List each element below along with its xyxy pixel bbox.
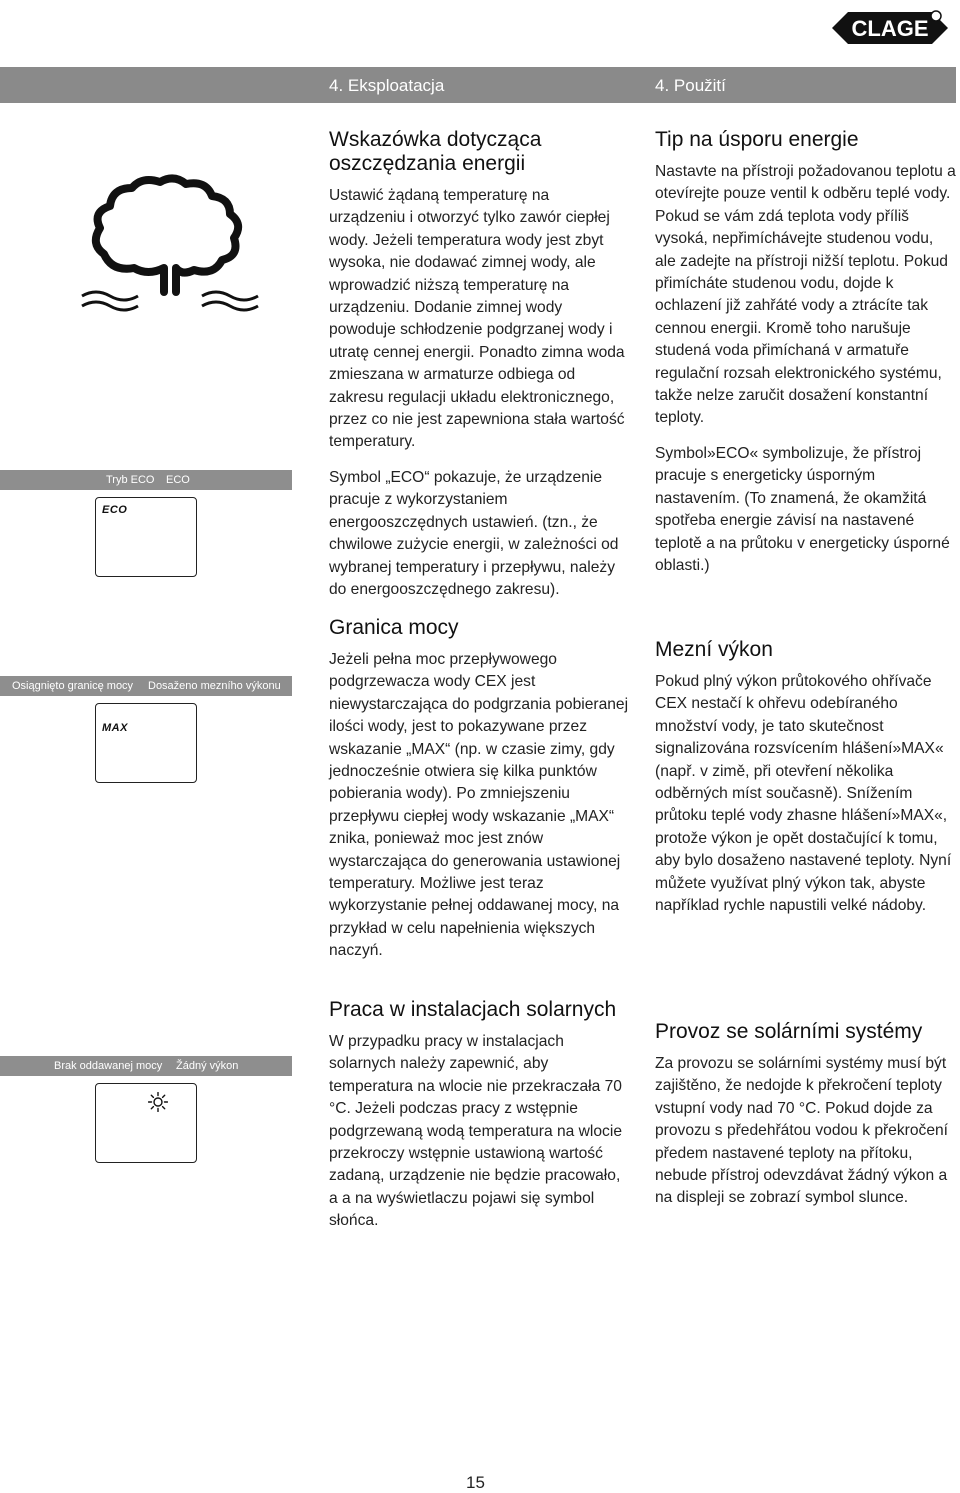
max-caption-cs: Dosaženo mezního výkonu bbox=[148, 680, 281, 692]
max-heading-pl: Granica mocy bbox=[329, 616, 459, 639]
svg-text:CLAGE: CLAGE bbox=[851, 16, 929, 41]
solar-display bbox=[95, 1083, 197, 1163]
page-number: 15 bbox=[466, 1473, 485, 1492]
eco-heading-pl: Wskazówka dotycząca oszczędzania energii bbox=[329, 128, 542, 175]
max-paragraph-cs-1: Pokud plný výkon průtokového ohřívače CEX nestačí k ohřevu odebíraného množství vody, je tato skutečnost signalizována rozsvícením hlášení»MAX« (např. v zimě, při otevření několika odběrných míst současně). Snížením průtoku teplé vody zhasne hlášení»MAX«, protože výkon je opět dostačující k tomu, aby bylo dosaženo nastavené teploty. Nyní můžete využívat plný výkon tak, abyste například rychle napustili velké nádoby. bbox=[655, 673, 952, 915]
solar-caption-cs: Žádný výkon bbox=[176, 1060, 239, 1072]
section-title-pl: 4. Eksploatacja bbox=[329, 76, 445, 95]
max-caption-bar bbox=[0, 676, 292, 696]
eco-caption-cs: ECO bbox=[166, 474, 190, 486]
solar-caption-bar bbox=[0, 1056, 292, 1076]
eco-paragraph-pl-1: Ustawić żądaną temperaturę na urządzeniu i otworzyć tylko zawór ciepłej wody. Jeżeli temperatura wody jest zbyt wysoka, nie dodawać zimnej wody, ale wprowadzić niższą temperaturę na urządzeniu. Dodanie zimnej wody powoduje schłodzenie podgrzanej wody i utratę cennej energii. Ponadto zimna woda zmieszana w armaturze odbiega od zakresu regulacji układu elektronicznego, przez co nie jest zapewniona stała wartość temperatury. bbox=[329, 187, 625, 451]
max-text-cs bbox=[655, 638, 957, 930]
eco-paragraph-cs-1: Nastavte na přístroji požadovanou teplotu a otevírejte pouze ventil k odběru teplé vody. Pokud se vám zdá teplota vody příliš vysoká, nepřimíchávejte studenou vodu, ale zadejte na přístroji nižší teplotu. Pokud přimícháte studenou vodu, dojde k ochlazení již zahřáté vody a ztrácíte tak cennou energii. Kromě toho narušuje studená voda přimíchaná v armatuře regulační rozsah elektronického systému, takže nelze zaručit dosažení konstantní teploty. bbox=[655, 163, 956, 427]
eco-caption-bar bbox=[0, 470, 292, 490]
solar-caption-pl: Brak oddawanej mocy bbox=[54, 1060, 163, 1072]
solar-text-cs bbox=[655, 1020, 957, 1223]
max-text-pl bbox=[329, 616, 629, 976]
eco-paragraph-pl-2: Symbol „ECO“ pokazuje, że urządzenie pracuje z wykorzystaniem energooszczędnych ustawień. (tzn., że chwilowe zużycie energii, w zależności od wybranej temperatury i przepływu, należy do energooszczędnego zakresu). bbox=[329, 468, 619, 598]
clage-logo-shape bbox=[826, 8, 954, 48]
eco-display bbox=[95, 497, 197, 577]
max-display bbox=[95, 703, 197, 783]
max-caption-pl: Osiągnięto granicę mocy bbox=[12, 680, 134, 692]
max-paragraph-pl-1: Jeżeli pełna moc przepływowego podgrzewacza wody CEX jest niewystarczająca do podgrzania pobieranej ilości wody, jest to pokazywane przez wskazanie „MAX“ (np. w czasie zimy, gdy jednocześnie otwiera się kilka punktów pobierania wody). Po zmniejszeniu przepływu ciepłej wody wskazanie „MAX“ znika, ponieważ moc jest znów wystarczająca do generowania ustawionej temperatury. Możliwe jest teraz wykorzystanie pełnej oddawanej mocy, na przykład w celu napełnienia większych naczyń. bbox=[329, 651, 629, 960]
section-header-bar bbox=[0, 67, 956, 103]
solar-heading-pl: Praca w instalacjach solarnych bbox=[329, 998, 617, 1021]
clage-logo bbox=[826, 8, 954, 48]
eco-display-label: ECO bbox=[102, 504, 128, 516]
eco-heading-cs: Tip na úsporu energie bbox=[655, 128, 859, 151]
max-display-label: MAX bbox=[102, 722, 128, 734]
max-heading-cs: Mezní výkon bbox=[655, 638, 773, 661]
solar-text-pl bbox=[329, 998, 629, 1246]
solar-paragraph-cs-1: Za provozu se solárními systémy musí být zajištěno, že nedojde k překročení teploty vstupní vody nad 70 °C. Pokud dojde za provozu s předehřátou vodou k překročení předem nastavené teploty na přítoku, nebude přístroj odevzdávat žádný výkon a na displeji se zobrazí symbol slunce. bbox=[655, 1055, 948, 1207]
eco-paragraph-cs-2: Symbol»ECO« symbolizuje, že přístroj pracuje s energeticky úsporným nastavením. (To znamená, že okamžitá spotřeba energie závisí na nastavené teplotě a na průtoku v energeticky úsporné oblasti.) bbox=[655, 444, 950, 574]
sun-icon bbox=[148, 1092, 168, 1117]
solar-paragraph-pl-1: W przypadku pracy w instalacjach solarnych należy zapewnić, aby temperatura na wlocie nie przekraczała 70 °C. Jeżeli podczas pracy z wstępnie podgrzewaną wodą temperatura na wlocie przekroczy wstępnie ustawioną wartość zadaną, urządzenie nie będzie pracowało, a a na wyświetlaczu pojawi się symbol słońca. bbox=[329, 1033, 622, 1230]
eco-text-pl bbox=[329, 128, 629, 614]
tree-icon bbox=[78, 172, 266, 322]
solar-heading-cs: Provoz se solárními systémy bbox=[655, 1020, 923, 1043]
eco-caption-pl: Tryb ECO bbox=[106, 474, 155, 486]
eco-text-cs bbox=[655, 128, 957, 590]
section-title-cs: 4. Použití bbox=[655, 76, 726, 95]
